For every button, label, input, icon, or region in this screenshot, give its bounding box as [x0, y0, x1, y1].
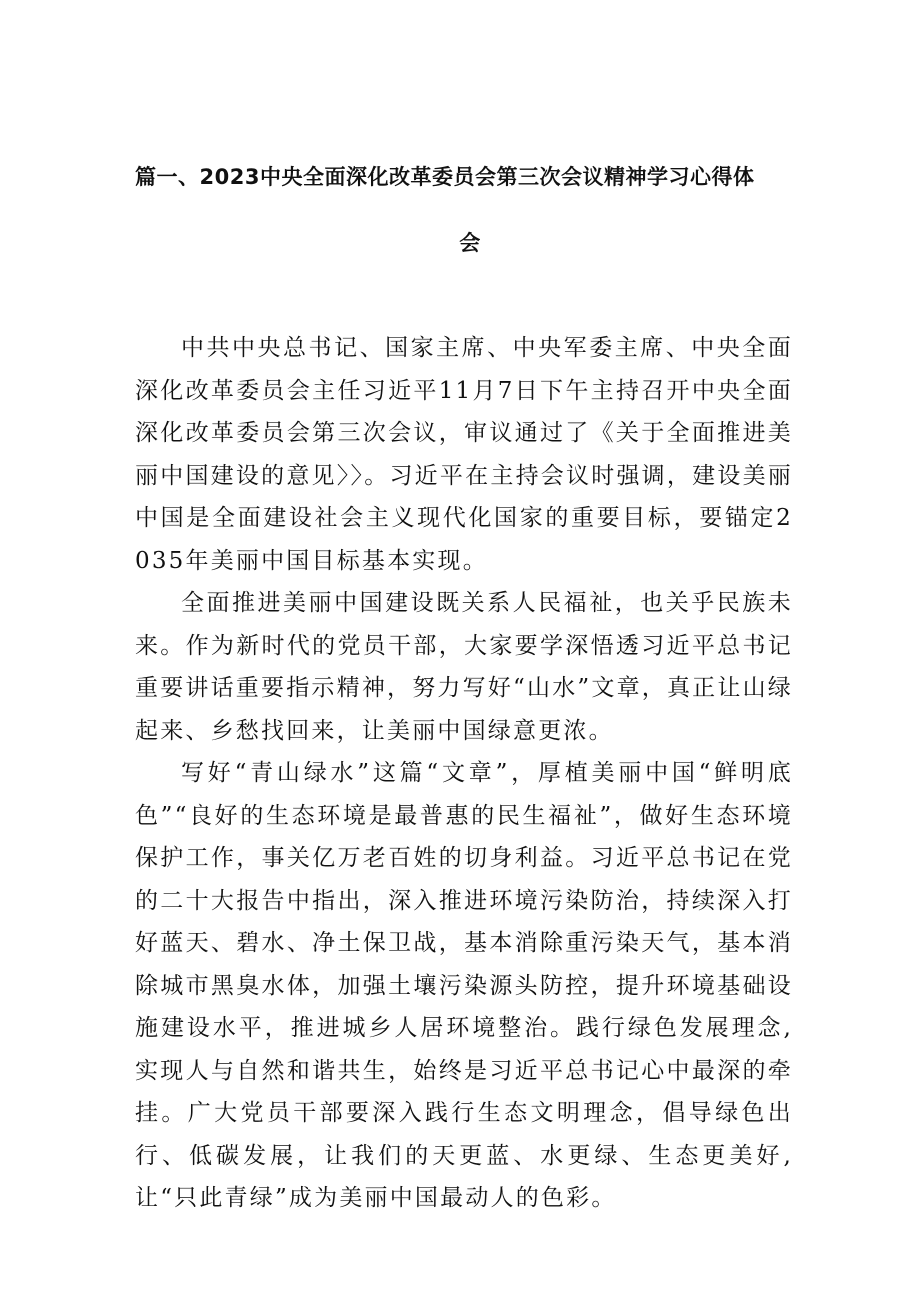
document-body: [135, 327, 793, 1220]
document-title: [135, 166, 795, 276]
paragraph-1: 中共中央总书记、国家主席、中央军委主席、中央全面深化改革委员会主任习近平11月7日下午主持召开中央全面深化改革委员会第三次会议，审议通过了《关于全面推进美丽中国建设的意见〉〉。习近平在主持会议时强调，建设美丽中国是全面建设社会主义现代化国家的重要目标，要锚定2035年美丽中国目标基本实现。: [135, 335, 793, 574]
paragraph-2: 全面推进美丽中国建设既关系人民福祉，也关乎民族未来。作为新时代的党员干部，大家要学深悟透习近平总书记重要讲话重要指示精神，努力写好“山水”文章，真正让山绿起来、乡愁找回来，让美丽中国绿意更浓。: [135, 590, 793, 744]
document-title-line-1: 篇一、2023中央全面深化改革委员会第三次会议精神学习心得体: [135, 165, 755, 189]
paragraph-3: 写好“青山绿水”这篇“文章”，厚植美丽中国“鲜明底色”“良好的生态环境是最普惠的民生福祉”，做好生态环境保护工作，事关亿万老百姓的切身利益。习近平总书记在党的二十大报告中指出，深入推进环境污染防治，持续深入打好蓝天、碧水、净土保卫战，基本消除重污染天气，基本消除城市黑臭水体，加强土壤污染源头防控，提升环境基础设施建设水平，推进城乡人居环境整治。践行绿色发展理念,实现人与自然和谐共生，始终是习近平总书记心中最深的牵挂。广大党员干部要深入践行生态文明理念，倡导绿色出行、低碳发展，让我们的天更蓝、水更绿、生态更美好,让“只此青绿”成为美丽中国最动人的色彩。: [135, 760, 793, 1211]
document-title-line-2: 会: [459, 231, 481, 255]
